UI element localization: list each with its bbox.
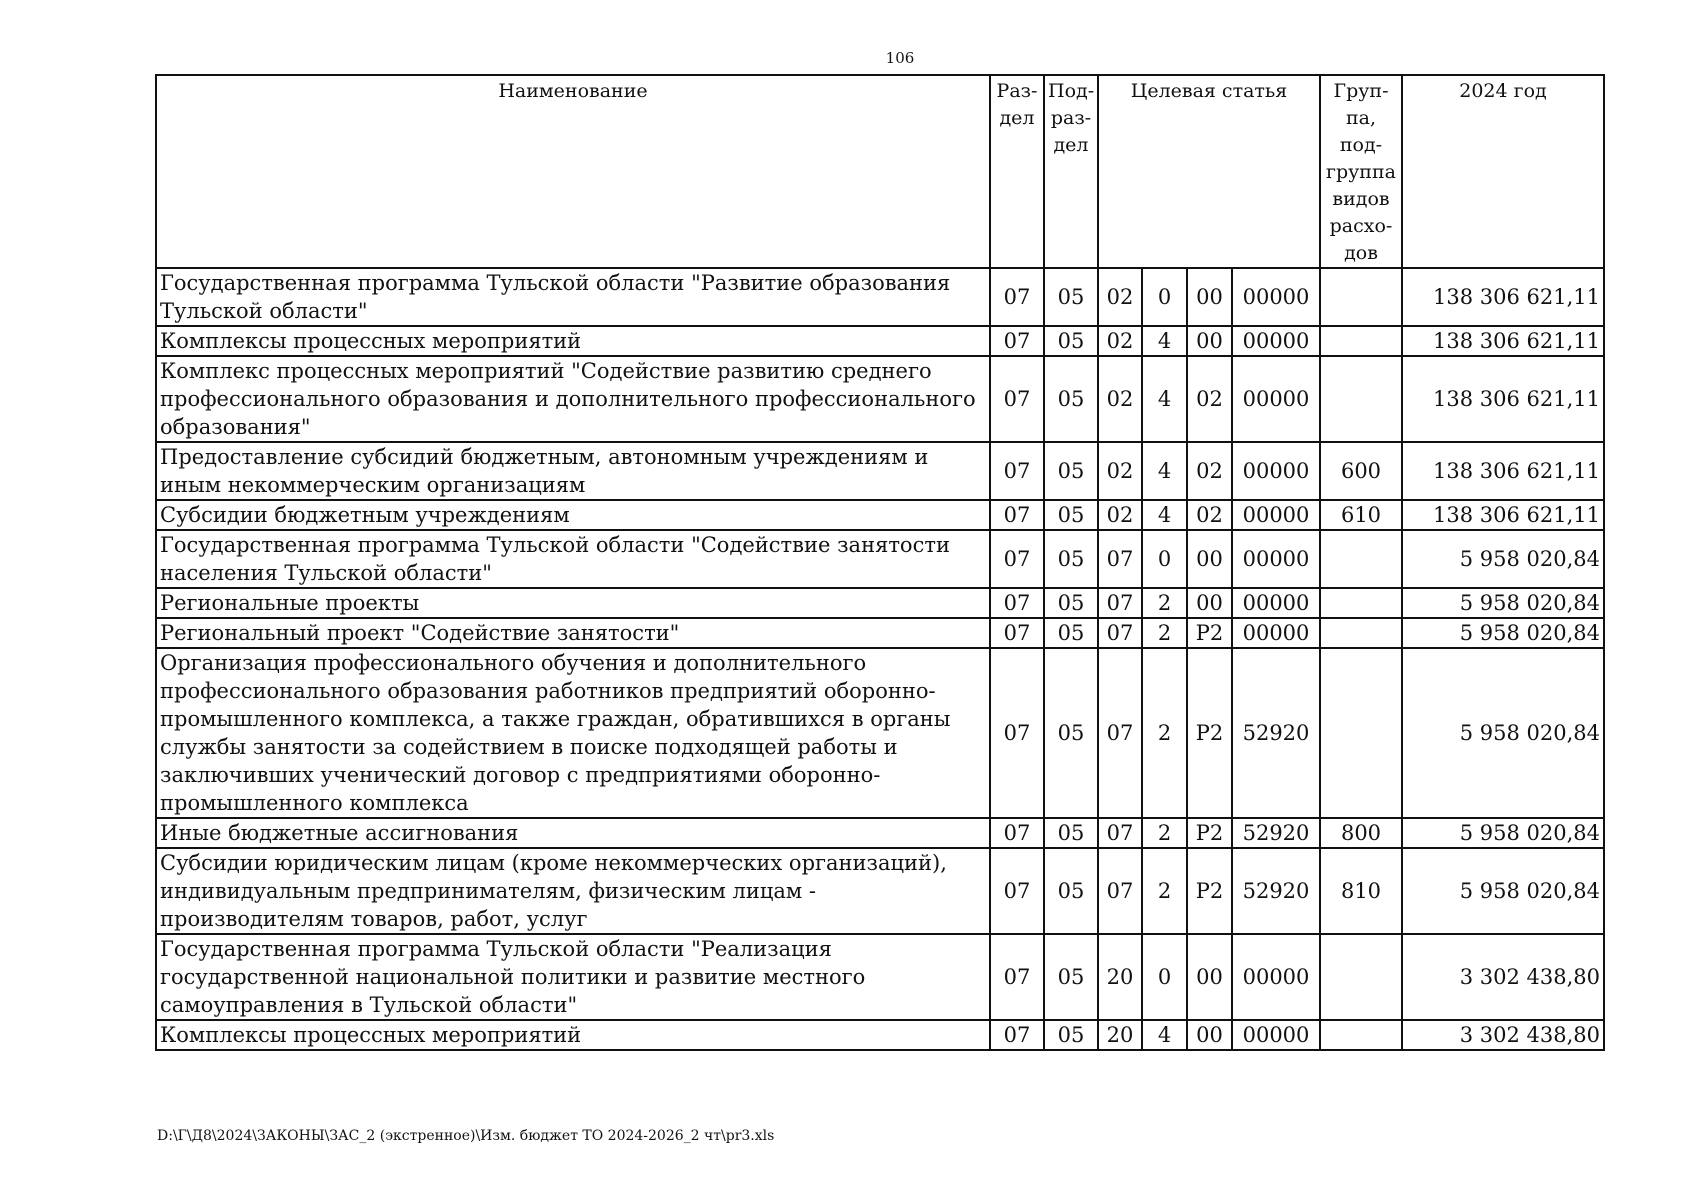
row-podrazdel: 05	[1044, 648, 1098, 818]
row-podrazdel: 05	[1044, 268, 1098, 326]
row-name: Предоставление субсидий бюджетным, автономным учреждениям и иным некоммерческим организациям	[156, 442, 990, 500]
row-podrazdel: 05	[1044, 818, 1098, 848]
header-gruppa-vidov-rashodov: Груп- па, под- группа видов расхо- дов	[1320, 75, 1402, 268]
row-tselevaya-program: 07	[1098, 588, 1142, 618]
row-tselevaya-direction: 00000	[1232, 268, 1320, 326]
table-row	[156, 530, 1604, 588]
row-tselevaya-type: 2	[1142, 818, 1187, 848]
table-row	[156, 848, 1604, 934]
table-row	[156, 1020, 1604, 1050]
page-number: 106	[885, 49, 915, 67]
row-tselevaya-direction: 00000	[1232, 326, 1320, 356]
row-podrazdel: 05	[1044, 1020, 1098, 1050]
footer-file-path: D:\Г\Д8\2024\ЗАКОНЫ\ЗАС_2 (экстренное)\Изм. бюджет ТО 2024-2026_2 чт\pr3.xls	[157, 1128, 775, 1144]
row-gruppa-vidov	[1320, 530, 1402, 588]
row-sum-2024: 5 958 020,84	[1402, 648, 1604, 818]
row-podrazdel: 05	[1044, 588, 1098, 618]
row-tselevaya-type: 4	[1142, 1020, 1187, 1050]
row-tselevaya-subprogram: 00	[1187, 326, 1232, 356]
row-tselevaya-direction: 00000	[1232, 618, 1320, 648]
row-podrazdel: 05	[1044, 618, 1098, 648]
row-tselevaya-direction: 00000	[1232, 442, 1320, 500]
header-podrazdel: Под- раз- дел	[1044, 75, 1098, 268]
row-tselevaya-type: 4	[1142, 326, 1187, 356]
table-row	[156, 618, 1604, 648]
row-razdel: 07	[990, 442, 1044, 500]
row-gruppa-vidov	[1320, 588, 1402, 618]
row-razdel: 07	[990, 356, 1044, 442]
row-podrazdel: 05	[1044, 934, 1098, 1020]
row-tselevaya-subprogram: P2	[1187, 818, 1232, 848]
row-tselevaya-direction: 00000	[1232, 1020, 1320, 1050]
row-tselevaya-program: 07	[1098, 648, 1142, 818]
row-tselevaya-direction: 52920	[1232, 848, 1320, 934]
table-row	[156, 500, 1604, 530]
row-razdel: 07	[990, 530, 1044, 588]
row-sum-2024: 138 306 621,11	[1402, 442, 1604, 500]
row-tselevaya-type: 4	[1142, 500, 1187, 530]
header-year: 2024 год	[1402, 75, 1604, 268]
row-gruppa-vidov	[1320, 1020, 1402, 1050]
row-tselevaya-program: 07	[1098, 530, 1142, 588]
row-tselevaya-type: 0	[1142, 934, 1187, 1020]
row-tselevaya-subprogram: 02	[1187, 442, 1232, 500]
row-name: Региональные проекты	[156, 588, 990, 618]
row-name: Государственная программа Тульской области "Содействие занятости населения Тульской области"	[156, 530, 990, 588]
row-sum-2024: 5 958 020,84	[1402, 818, 1604, 848]
row-name: Субсидии юридическим лицам (кроме некоммерческих организаций), индивидуальным предпринимателям, физическим лицам - производителям товаров, работ, услуг	[156, 848, 990, 934]
row-tselevaya-subprogram: P2	[1187, 618, 1232, 648]
header-name: Наименование	[156, 75, 990, 268]
row-tselevaya-subprogram: 00	[1187, 530, 1232, 588]
row-tselevaya-direction: 52920	[1232, 818, 1320, 848]
row-name: Иные бюджетные ассигнования	[156, 818, 990, 848]
row-tselevaya-program: 07	[1098, 618, 1142, 648]
row-gruppa-vidov	[1320, 934, 1402, 1020]
row-name: Государственная программа Тульской области "Реализация государственной национальной политики и развитие местного самоуправления в Тульской области"	[156, 934, 990, 1020]
row-tselevaya-subprogram: P2	[1187, 848, 1232, 934]
table-row	[156, 934, 1604, 1020]
row-tselevaya-type: 0	[1142, 530, 1187, 588]
row-razdel: 07	[990, 588, 1044, 618]
row-tselevaya-subprogram: 02	[1187, 500, 1232, 530]
table-row	[156, 588, 1604, 618]
row-podrazdel: 05	[1044, 442, 1098, 500]
row-tselevaya-subprogram: 00	[1187, 1020, 1232, 1050]
row-tselevaya-subprogram: P2	[1187, 648, 1232, 818]
row-podrazdel: 05	[1044, 848, 1098, 934]
row-razdel: 07	[990, 618, 1044, 648]
row-tselevaya-direction: 52920	[1232, 648, 1320, 818]
row-sum-2024: 5 958 020,84	[1402, 530, 1604, 588]
row-tselevaya-program: 02	[1098, 326, 1142, 356]
row-tselevaya-type: 2	[1142, 848, 1187, 934]
row-tselevaya-program: 07	[1098, 818, 1142, 848]
row-gruppa-vidov	[1320, 618, 1402, 648]
row-razdel: 07	[990, 818, 1044, 848]
row-tselevaya-program: 02	[1098, 500, 1142, 530]
row-podrazdel: 05	[1044, 530, 1098, 588]
row-gruppa-vidov	[1320, 268, 1402, 326]
row-sum-2024: 3 302 438,80	[1402, 934, 1604, 1020]
row-razdel: 07	[990, 648, 1044, 818]
row-sum-2024: 5 958 020,84	[1402, 588, 1604, 618]
row-tselevaya-subprogram: 00	[1187, 934, 1232, 1020]
row-sum-2024: 138 306 621,11	[1402, 326, 1604, 356]
row-tselevaya-program: 07	[1098, 848, 1142, 934]
row-tselevaya-program: 02	[1098, 268, 1142, 326]
row-sum-2024: 5 958 020,84	[1402, 848, 1604, 934]
budget-table	[155, 74, 1605, 1051]
row-tselevaya-program: 20	[1098, 1020, 1142, 1050]
row-name: Субсидии бюджетным учреждениям	[156, 500, 990, 530]
row-tselevaya-subprogram: 02	[1187, 356, 1232, 442]
row-gruppa-vidov: 800	[1320, 818, 1402, 848]
row-gruppa-vidov	[1320, 356, 1402, 442]
row-razdel: 07	[990, 848, 1044, 934]
row-tselevaya-program: 02	[1098, 442, 1142, 500]
row-tselevaya-direction: 00000	[1232, 500, 1320, 530]
row-sum-2024: 138 306 621,11	[1402, 500, 1604, 530]
row-name: Комплексы процессных мероприятий	[156, 1020, 990, 1050]
row-gruppa-vidov	[1320, 648, 1402, 818]
row-gruppa-vidov	[1320, 326, 1402, 356]
row-tselevaya-type: 0	[1142, 268, 1187, 326]
row-tselevaya-subprogram: 00	[1187, 268, 1232, 326]
row-razdel: 07	[990, 1020, 1044, 1050]
row-tselevaya-type: 2	[1142, 648, 1187, 818]
row-gruppa-vidov: 810	[1320, 848, 1402, 934]
row-gruppa-vidov: 610	[1320, 500, 1402, 530]
table-row	[156, 818, 1604, 848]
row-tselevaya-type: 2	[1142, 618, 1187, 648]
row-sum-2024: 138 306 621,11	[1402, 356, 1604, 442]
row-podrazdel: 05	[1044, 500, 1098, 530]
table-row	[156, 326, 1604, 356]
row-name: Комплексы процессных мероприятий	[156, 326, 990, 356]
row-tselevaya-type: 4	[1142, 442, 1187, 500]
row-razdel: 07	[990, 500, 1044, 530]
table-header-row	[156, 75, 1604, 268]
header-razdel: Раз- дел	[990, 75, 1044, 268]
row-tselevaya-type: 4	[1142, 356, 1187, 442]
row-name: Комплекс процессных мероприятий "Содействие развитию среднего профессионального образования и дополнительного профессионального образования"	[156, 356, 990, 442]
row-tselevaya-program: 20	[1098, 934, 1142, 1020]
row-tselevaya-program: 02	[1098, 356, 1142, 442]
table-row	[156, 648, 1604, 818]
row-sum-2024: 138 306 621,11	[1402, 268, 1604, 326]
row-gruppa-vidov: 600	[1320, 442, 1402, 500]
table-row	[156, 356, 1604, 442]
row-razdel: 07	[990, 934, 1044, 1020]
row-sum-2024: 5 958 020,84	[1402, 618, 1604, 648]
row-podrazdel: 05	[1044, 326, 1098, 356]
row-tselevaya-direction: 00000	[1232, 530, 1320, 588]
header-tselevaya-statya: Целевая статья	[1098, 75, 1320, 268]
row-razdel: 07	[990, 326, 1044, 356]
row-tselevaya-subprogram: 00	[1187, 588, 1232, 618]
table-row	[156, 442, 1604, 500]
row-sum-2024: 3 302 438,80	[1402, 1020, 1604, 1050]
row-tselevaya-direction: 00000	[1232, 356, 1320, 442]
row-name: Организация профессионального обучения и дополнительного профессионального образования работников предприятий оборонно-промышленного комплекса, а также граждан, обратившихся в органы службы занятости за содействием в поиске подходящей работы и заключивших ученический договор с предприятиями оборонно-промышленного комплекса	[156, 648, 990, 818]
row-name: Государственная программа Тульской области "Развитие образования Тульской области"	[156, 268, 990, 326]
row-tselevaya-direction: 00000	[1232, 934, 1320, 1020]
row-tselevaya-type: 2	[1142, 588, 1187, 618]
table-body	[156, 268, 1604, 1050]
row-podrazdel: 05	[1044, 356, 1098, 442]
row-razdel: 07	[990, 268, 1044, 326]
table-row	[156, 268, 1604, 326]
row-name: Региональный проект "Содействие занятости"	[156, 618, 990, 648]
row-tselevaya-direction: 00000	[1232, 588, 1320, 618]
